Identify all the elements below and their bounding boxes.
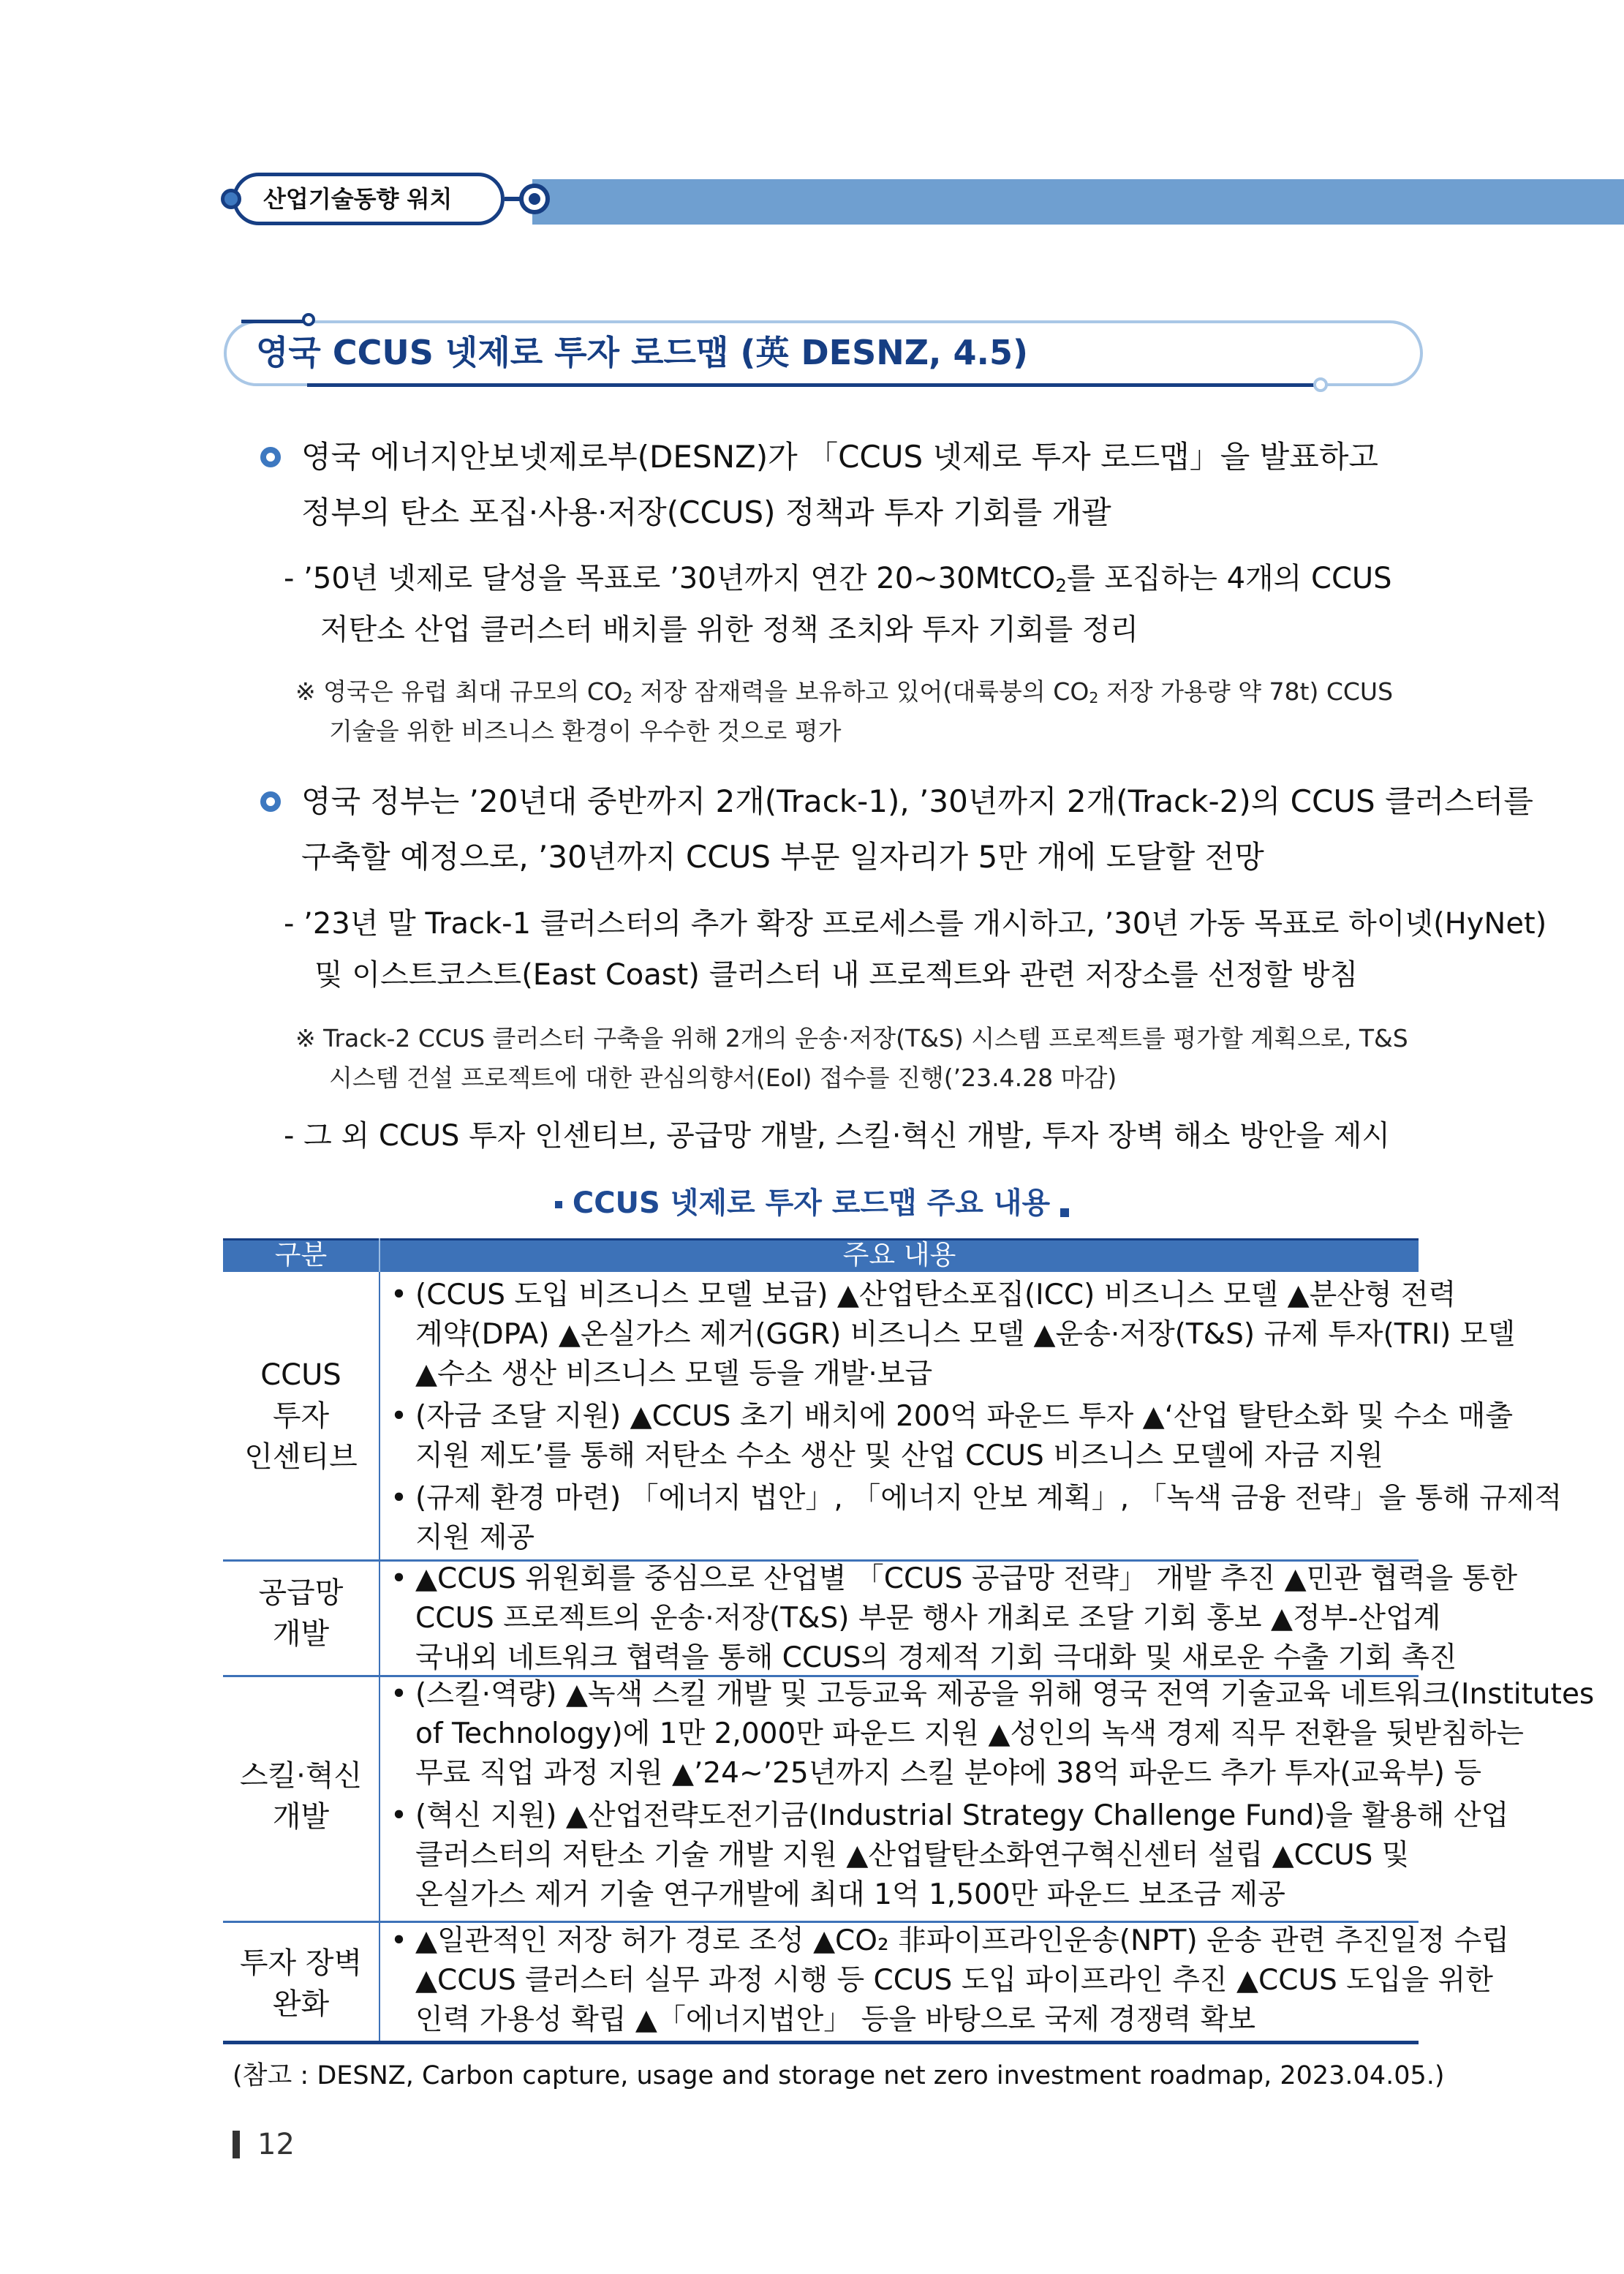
title-square-icon [555, 1201, 562, 1208]
dash2-line1: - ’23년 말 Track-1 클러스터의 추가 확장 프로세스를 개시하고, ’30년 가동 목표로 하이넷(HyNet) [284, 907, 1547, 941]
table-header-col2: 주요 내용 [842, 1239, 956, 1270]
table-row-content [388, 1921, 1510, 2040]
bullet-dot-icon: • [390, 1799, 408, 1832]
table-row-label: CCUS 투자 인센티브 [244, 1358, 358, 1474]
list-item: • (스킬·역량) ▲녹색 스킬 개발 및 고등교육 제공을 위해 영국 전역 기술교육 네트워크(Institutes of Technology)에 1만 2,000만 파운드 지원 ▲성인의 녹색 경제 직무 전환을 뒷받침하는 무료 직업 과정 지원 ▲’24~’25년까지 스킬 분야에 38억 파운드 추가 투자(교육부) 등 [388, 1675, 1414, 1793]
header-label: 산업기술동향 워치 [263, 185, 453, 213]
table-column-divider [379, 1272, 380, 2041]
list-item: • (혁신 지원) ▲산업전략도전기금(Industrial Strategy Challenge Fund)을 활용해 산업 클러스터의 저탄소 기술 개발 지원 ▲산업탈탄소화연구혁신센터 설립 ▲CCUS 및 온실가스 제거 기술 연구개발에 최대 1억 1,500만 파운드 보조금 제공 [388, 1796, 1414, 1915]
section-title-dot-icon [302, 313, 315, 326]
table-row-content [388, 1276, 1563, 1558]
table-row-label: 투자 장벽 완화 [239, 1946, 363, 2021]
bullet1-line1: 영국 에너지안보넷제로부(DESNZ)가 「CCUS 넷제로 투자 로드맵」을 발표하고 [301, 439, 1378, 475]
note2-line2: 시스템 건설 프로젝트에 대한 관심의향서(EoI) 접수를 진행(’23.4.28 마감) [329, 1063, 1117, 1092]
bullet-ring-icon [260, 791, 281, 812]
bullet1-line2: 정부의 탄소 포집·사용·저장(CCUS) 정책과 투자 기회를 개괄 [301, 494, 1111, 530]
title-square-icon [1060, 1208, 1069, 1217]
bullet-dot-icon: • [390, 1562, 408, 1595]
dash2-line2: 및 이스트코스트(East Coast) 클러스터 내 프로젝트와 관련 저장소를 선정할 방침 [314, 958, 1359, 992]
header-band [532, 179, 1624, 225]
bullet-dot-icon: • [390, 1279, 408, 1311]
note1-line2: 기술을 위한 비즈니스 환경이 우수한 것으로 평가 [329, 717, 842, 745]
section-title-end-dot-icon [1313, 377, 1328, 392]
table-row-label: 스킬·혁신 개발 [239, 1759, 363, 1834]
bullet2-line2: 구축할 예정으로, ’30년까지 CCUS 부문 일자리가 5만 개에 도달할 전망 [301, 839, 1264, 875]
section-title: 영국 CCUS 넷제로 투자 로드맵 (英 DESNZ, 4.5) [256, 333, 1029, 372]
table-row-label: 공급망 개발 [258, 1576, 344, 1651]
dash1-line2: 저탄소 산업 클러스터 배치를 위한 정책 조치와 투자 기회를 정리 [320, 613, 1139, 647]
table-title: CCUS 넷제로 투자 로드맵 주요 내용 [0, 1181, 1624, 1225]
list-item: • (자금 조달 지원) ▲CCUS 초기 배치에 200억 파운드 투자 ▲‘산업 탈탄소화 및 수소 매출 지원 제도’를 통해 저탄소 수소 생산 및 산업 CCUS 비즈니스 모델에 자금 지원 [388, 1397, 1414, 1476]
table-header-divider [379, 1238, 380, 1272]
note1-line1: ※ 영국은 유럽 최대 규모의 $CO_2$ 저장 잠재력을 보유하고 있어(대륙붕의 $CO_2$ 저장 가용량 약 78t) CCUS [295, 677, 1394, 707]
dash1-line1: - ’50년 넷제로 달성을 목표로 ’30년까지 연간 20~30MtCO$_2$를 포집하는 4개의 CCUS [284, 562, 1392, 596]
bullet2-line1: 영국 정부는 ’20년대 중반까지 2개(Track-1), ’30년까지 2개(Track-2)의 CCUS 클러스터를 [301, 783, 1533, 819]
reference-note: (참고 : DESNZ, Carbon capture, usage and storage net zero investment roadmap, 2023.04.05.) [233, 2061, 1445, 2090]
bullet-ring-icon [260, 447, 281, 467]
bullet-dot-icon: • [390, 1482, 408, 1515]
page-number: 12 [257, 2128, 295, 2161]
page-number-marker [233, 2131, 240, 2158]
note2-line1: ※ Track-2 CCUS 클러스터 구축을 위해 2개의 운송·저장(T&S) 시스템 프로젝트를 평가할 계획으로, T&S [295, 1024, 1408, 1053]
header-ring-center-icon [529, 193, 540, 205]
list-item: • ▲CCUS 위원회를 중심으로 산업별 「CCUS 공급망 전략」 개발 추진 ▲민관 협력을 통한 CCUS 프로젝트의 운송·저장(T&S) 부문 행사 개최로 조달 기회 홍보 ▲정부-산업계 국내외 네트워크 협력을 통해 CCUS의 경제적 기회 극대화 및 새로운 수출 기회 촉진 [388, 1559, 1414, 1678]
table-row-content [388, 1675, 1595, 1915]
dash3-line1: - 그 외 CCUS 투자 인센티브, 공급망 개발, 스킬·혁신 개발, 투자 장벽 해소 방안을 제시 [284, 1119, 1391, 1153]
section-title-underline [307, 383, 1316, 387]
list-item: • (CCUS 도입 비즈니스 모델 보급) ▲산업탄소포집(ICC) 비즈니스 모델 ▲분산형 전력 계약(DPA) ▲온실가스 제거(GGR) 비즈니스 모델 ▲운송·저장(T&S) 규제 투자(TRI) 모델 ▲수소 생산 비즈니스 모델 등을 개발·보급 [388, 1276, 1414, 1394]
list-item: • ▲일관적인 저장 허가 경로 조성 ▲CO₂ 非파이프라인운송(NPT) 운송 관련 추진일정 수립 ▲CCUS 클러스터 실무 과정 시행 등 CCUS 도입 파이프라인 추진 ▲CCUS 도입을 위한 인력 가용성 확립 ▲「에너지법안」 등을 바탕으로 국제 경쟁력 확보 [388, 1921, 1414, 2040]
table-bottom-border [223, 2041, 1419, 2044]
list-item: • (규제 환경 마련) 「에너지 법안」, 「에너지 안보 계획」, 「녹색 금융 전략」을 통해 규제적 지원 제공 [388, 1479, 1414, 1558]
bullet-dot-icon: • [390, 1400, 408, 1433]
table-row-content [388, 1559, 1518, 1678]
table-header-col1: 구분 [274, 1239, 328, 1270]
bullet-dot-icon: • [390, 1924, 408, 1957]
header-dot-icon [221, 189, 241, 209]
section-title-accent-line [241, 320, 307, 323]
bullet-dot-icon: • [390, 1678, 408, 1711]
